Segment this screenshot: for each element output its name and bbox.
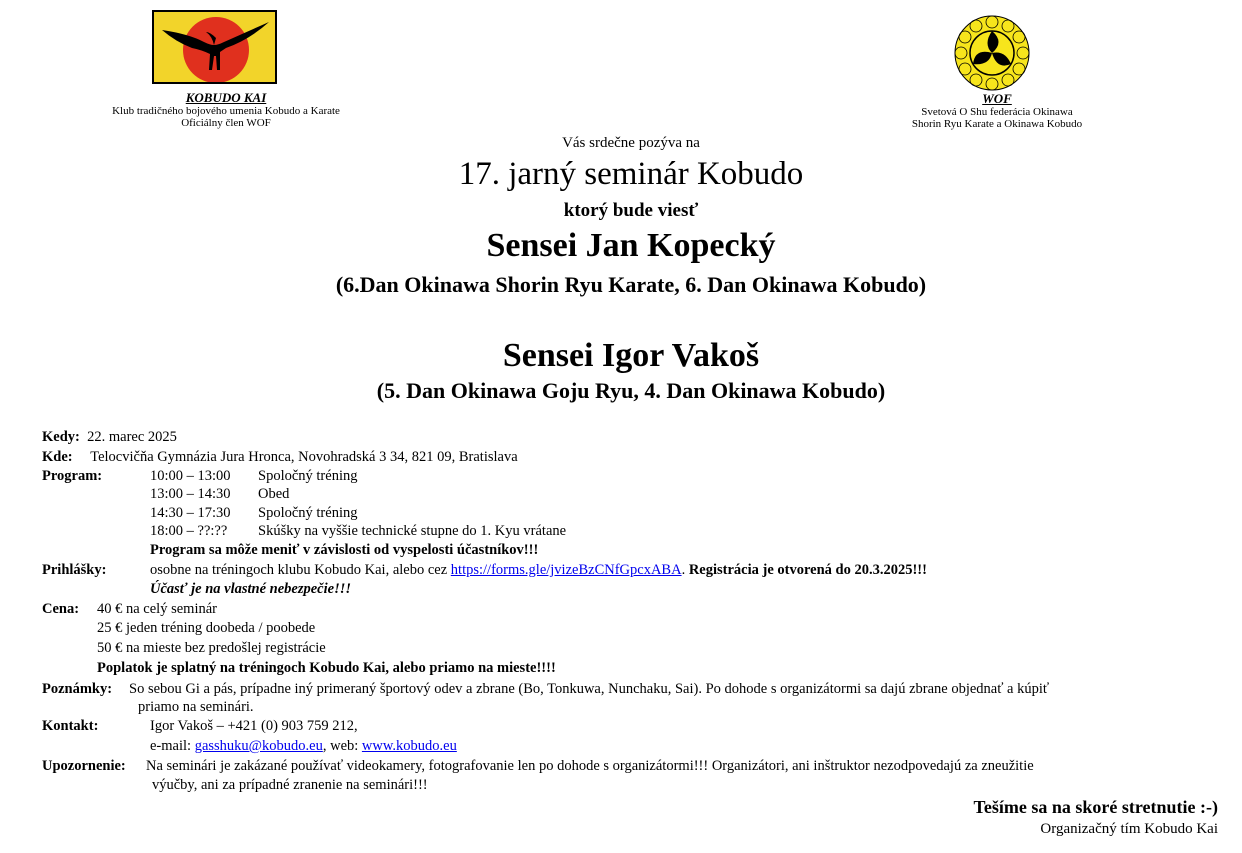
risk-note: Účasť je na vlastné nebezpečie!!!: [150, 581, 352, 597]
registration-link[interactable]: https://forms.gle/jvizeBzCNfGpcxABA: [450, 562, 682, 578]
program-note: Program sa môže meniť v závislosti od vyspelosti účastníkov!!!: [150, 542, 539, 558]
notes-line1: So sebou Gi a pás, prípadne iný primeraný športový odev a zbrane (Bo, Tonkuwa, Nunchaku, Sai). Po dohode s organizátormi sa dajú zbrane objednať a kúpiť: [129, 681, 1050, 697]
where-label: Kde:: [42, 449, 73, 465]
where-value: Telocvičňa Gymnázia Jura Hronca, Novohradská 3 34, 821 09, Bratislava: [90, 449, 518, 465]
right-org-line2: Shorin Ryu Karate a Okinawa Kobudo: [911, 118, 1083, 130]
sensei1-name: Sensei Jan Kopecký: [486, 227, 776, 264]
price-item: 40 € na celý seminár: [97, 601, 217, 617]
price-label: Cena:: [42, 601, 80, 617]
sensei2-name: Sensei Igor Vakoš: [502, 337, 760, 374]
invite-text: Vás srdečne pozýva na: [562, 135, 700, 151]
web-link[interactable]: www.kobudo.eu: [361, 738, 457, 754]
notes-label: Poznámky:: [42, 681, 113, 697]
registration-text: osobne na tréningoch klubu Kobudo Kai, alebo cez https://forms.gle/jvizeBzCNfGpcxABA. Registrácia je otvorená do 20.3.2025!!!: [150, 562, 927, 578]
warning-line2: výučby, ani za prípadné zranenie na seminári!!!: [152, 777, 428, 793]
kobudo-kai-logo: [152, 10, 277, 84]
when-label: Kedy:: [42, 429, 80, 445]
left-org-line1: Klub tradičného bojového umenia Kobudo a Karate: [112, 105, 340, 117]
right-org-line1: Svetová O Shu federácia Okinawa: [921, 106, 1073, 118]
when-row: [42, 428, 177, 446]
sensei2-rank: (5. Dan Okinawa Goju Ryu, 4. Dan Okinawa Kobudo): [376, 378, 886, 403]
seminar-title: 17. jarný seminár Kobudo: [458, 156, 804, 192]
led-by-text: ktorý bude viesť: [563, 200, 699, 221]
price-item: 50 € na mieste bez predošlej registrácie: [97, 640, 326, 656]
program-item: 10:00 – 13:00 Spoločný tréning: [150, 468, 358, 484]
program-label: Program:: [42, 468, 103, 484]
left-org-line2: Oficiálny člen WOF: [181, 117, 271, 129]
closing-text: Tešíme sa na skoré stretnutie :-): [973, 797, 1218, 817]
registration-deadline: Registrácia je otvorená do 20.3.2025!!!: [688, 562, 927, 578]
program-item: 13:00 – 14:30 Obed: [150, 486, 290, 502]
warning-line1: Na seminári je zakázané používať videokamery, fotografovanie len po dohode s organizátormi!!! Organizátori, ani inštruktor nezodpovedajú za zneužitie: [146, 758, 1034, 774]
where-row: [42, 448, 518, 466]
contact-phone: Igor Vakoš – +421 (0) 903 759 212,: [150, 718, 358, 734]
program-item: 18:00 – ??:?? Skúšky na vyššie technické stupne do 1. Kyu vrátane: [150, 523, 567, 539]
wof-logo: [953, 14, 1031, 92]
warning-label: Upozornenie:: [42, 758, 126, 774]
sensei1-rank: (6.Dan Okinawa Shorin Ryu Karate, 6. Dan Okinawa Kobudo): [335, 272, 927, 297]
contact-label: Kontakt:: [42, 718, 99, 734]
contact-links: e-mail: gasshuku@kobudo.eu, web: www.kobudo.eu: [150, 738, 457, 754]
right-org-name: WOF: [982, 91, 1012, 106]
price-item: 25 € jeden tréning doobeda / poobede: [97, 620, 316, 636]
registration-label: Prihlášky:: [42, 562, 107, 578]
signature: Organizačný tím Kobudo Kai: [1040, 821, 1218, 837]
when-value: 22. marec 2025: [87, 429, 177, 445]
left-org-name: KOBUDO KAI: [185, 90, 267, 105]
price-note: Poplatok je splatný na tréningoch Kobudo Kai, alebo priamo na mieste!!!!: [97, 660, 556, 676]
email-link[interactable]: gasshuku@kobudo.eu: [194, 738, 323, 754]
notes-line2: priamo na seminári.: [138, 699, 254, 715]
program-item: 14:30 – 17:30 Spoločný tréning: [150, 505, 358, 521]
